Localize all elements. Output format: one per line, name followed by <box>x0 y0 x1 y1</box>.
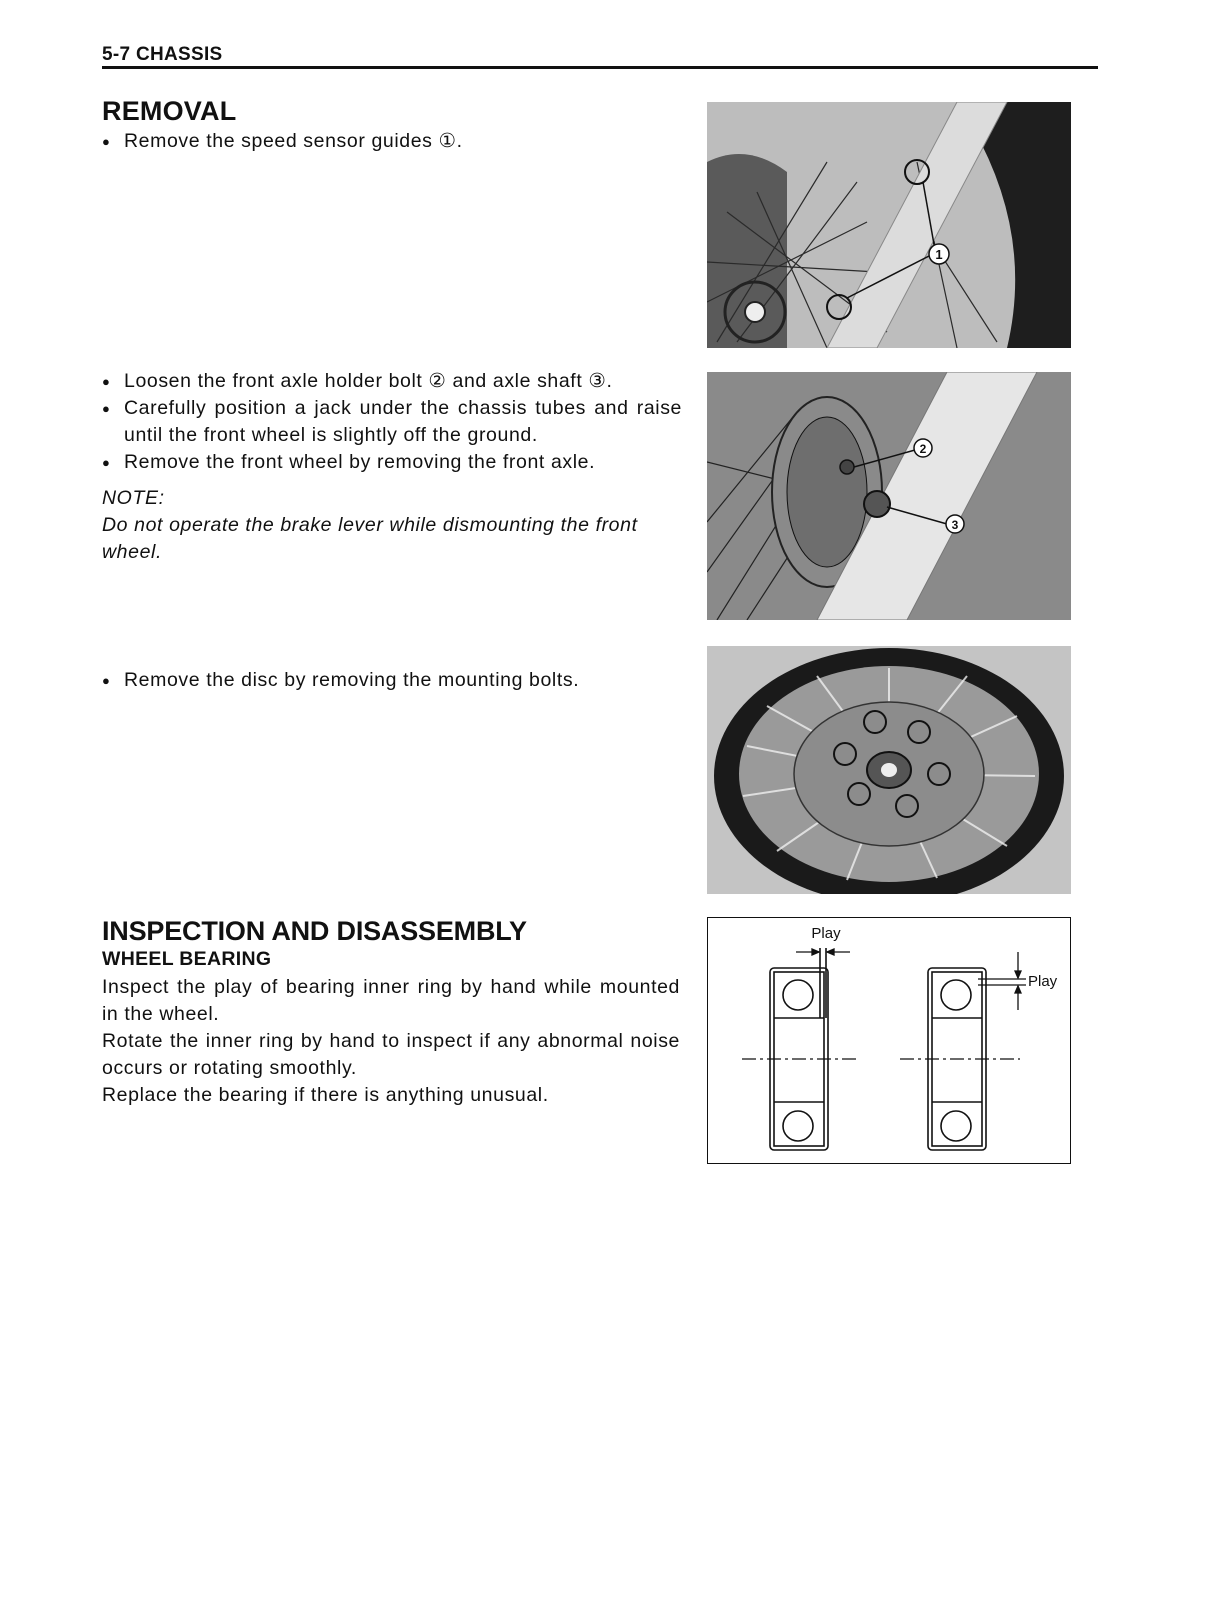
removal-step-4 <box>102 449 682 476</box>
removal-step-5 <box>102 667 702 694</box>
note-block <box>102 485 682 566</box>
removal-step-1 <box>102 128 702 155</box>
inspection-paragraph-1: Inspect the play of bearing inner ring by hand while mounted in the wheel. <box>102 976 680 1025</box>
removal-step-3 <box>102 395 682 449</box>
wheel-bearing-subheading: WHEEL BEARING <box>102 948 272 970</box>
page-header-title: 5-7 CHASSIS <box>102 44 223 65</box>
removal-step-2 <box>102 368 682 395</box>
inspection-text <box>102 974 680 1109</box>
removal-step-3-text: Carefully position a jack under the chassis tubes and raise until the front wheel is slightly off the ground. <box>124 397 682 446</box>
photo-disc-mounting-bolts <box>707 646 1071 894</box>
note-label: NOTE: <box>102 487 165 509</box>
removal-steps-group <box>102 368 682 476</box>
photo-axle-bolt-shaft <box>707 372 1071 620</box>
note-text: Do not operate the brake lever while dismounting the front wheel. <box>102 514 638 563</box>
photo-speed-sensor-guides <box>707 102 1071 348</box>
removal-step-1-text: Remove the speed sensor guides ①. <box>124 130 463 152</box>
callout-2-label: 2 <box>919 442 927 456</box>
bearing-play-diagram <box>707 917 1071 1164</box>
inspection-heading: INSPECTION AND DISASSEMBLY <box>102 916 527 946</box>
play-label-side: Play <box>1028 973 1058 990</box>
removal-step-5-text: Remove the disc by removing the mounting bolts. <box>124 669 580 691</box>
removal-heading: REMOVAL <box>102 96 237 126</box>
callout-1-label: 1 <box>935 247 943 262</box>
callout-3-label: 3 <box>951 518 959 532</box>
header-rule <box>102 66 1098 69</box>
play-label-top: Play <box>811 925 841 942</box>
removal-step-4-text: Remove the front wheel by removing the front axle. <box>124 451 596 473</box>
inspection-paragraph-3: Replace the bearing if there is anything unusual. <box>102 1084 549 1106</box>
inspection-paragraph-2: Rotate the inner ring by hand to inspect if any abnormal noise occurs or rotating smoothly. <box>102 1030 680 1079</box>
removal-step-2-text: Loosen the front axle holder bolt ② and axle shaft ③. <box>124 370 613 392</box>
